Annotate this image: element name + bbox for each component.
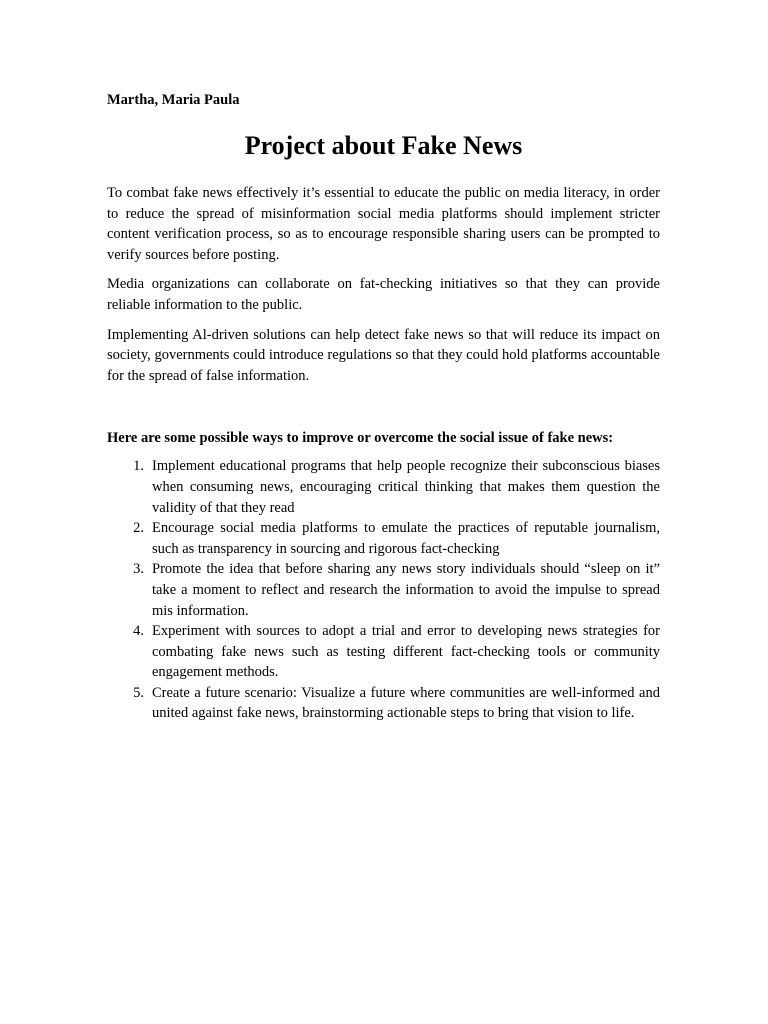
list-item-number: 4.: [133, 623, 144, 640]
list-item-text: Implement educational programs that help people recognize their subconscious biases when consuming news, encouraging critical thinking that makes them question the validity of that they read: [152, 458, 660, 516]
author-name: Martha, Maria Paula: [107, 92, 240, 108]
list-item-number: 5.: [133, 684, 144, 701]
paragraph-media-literacy: To combat fake news effectively it’s essential to educate the public on media literacy, in order to reduce the spread of misinformation social media platforms should implement stricter content verification process, so as to encourage responsible sharing users can be prompted to verify sources before posting.: [107, 185, 660, 263]
document-page: [107, 90, 660, 724]
list-item-text: Encourage social media platforms to emulate the practices of reputable journalism, such as transparency in sourcing and rigorous fact-checking: [152, 520, 660, 557]
list-item-number: 1.: [133, 458, 144, 475]
list-item: [107, 456, 660, 518]
list-item-number: 2.: [133, 520, 144, 537]
list-item: [107, 518, 660, 559]
list-item-text: Experiment with sources to adopt a trial and error to developing news strategies for combating fake news such as testing different fact-checking tools or community engagement methods.: [152, 623, 660, 681]
list-heading: Here are some possible ways to improve or overcome the social issue of fake news:: [107, 430, 614, 447]
paragraph-fact-checking: Media organizations can collaborate on fat-checking initiatives so that they can provide reliable information to the public.: [107, 276, 660, 313]
list-item-text: Promote the idea that before sharing any news story individuals should “sleep on it” take a moment to reflect and research the information to avoid the impulse to spread mis information.: [152, 561, 660, 619]
list-item: [107, 683, 660, 724]
list-item: [107, 621, 660, 683]
list-item-number: 3.: [133, 561, 144, 578]
list-item: [107, 559, 660, 621]
page-title: Project about Fake News: [244, 131, 523, 160]
list-item-text: Create a future scenario: Visualize a future where communities are well-informed and united against fake news, brainstorming actionable steps to bring that vision to life.: [152, 684, 660, 722]
paragraph-ai-solutions: Implementing Al-driven solutions can help detect fake news so that will reduce its impact on society, governments could introduce regulations so that they could hold platforms accountable for the spread of false information.: [107, 326, 660, 384]
ways-list: [107, 456, 660, 724]
